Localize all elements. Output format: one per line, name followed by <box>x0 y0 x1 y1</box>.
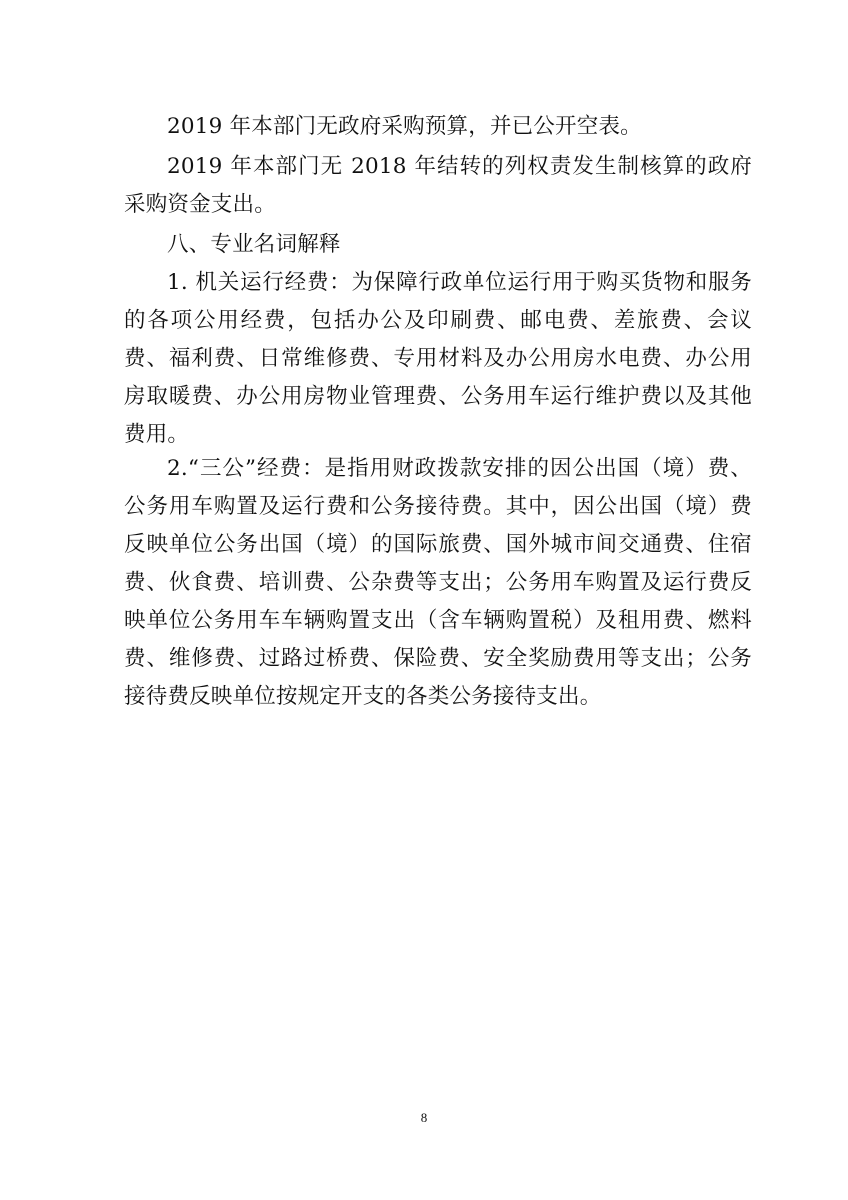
procurement-expenditure-paragraph: 2019 年本部门无 2018 年结转的列权责发生制核算的政府采购资金支出。 <box>124 154 752 217</box>
page-number: 8 <box>420 1110 428 1125</box>
definition-operating-expenses: 1. 机关运行经费：为保障行政单位运行用于购买货物和服务的各项公用经费，包括办公及印刷费、邮电费、差旅费、会议费、福利费、日常维修费、专用材料及办公用房水电费、办公用房取暖费、办公用房物业管理费、公务用车运行维护费以及其他费用。 <box>124 270 752 447</box>
procurement-budget-paragraph: 2019 年本部门无政府采购预算，并已公开空表。 <box>167 114 642 139</box>
section-heading: 八、专业名词解释 <box>167 232 341 257</box>
definition-three-public-expenses: 2.“三公”经费：是指用财政拨款安排的因公出国（境）费、公务用车购置及运行费和公务接待费。其中，因公出国（境）费反映单位公务出国（境）的国际旅费、国外城市间交通费、住宿费、伙食费、培训费、公杂费等支出；公务用车购置及运行费反映单位公务用车车辆购置支出（含车辆购置税）及租用费、燃料费、维修费、过路过桥费、保险费、安全奖励费用等支出；公务接待费反映单位按规定开支的各类公务接待支出。 <box>124 456 752 709</box>
